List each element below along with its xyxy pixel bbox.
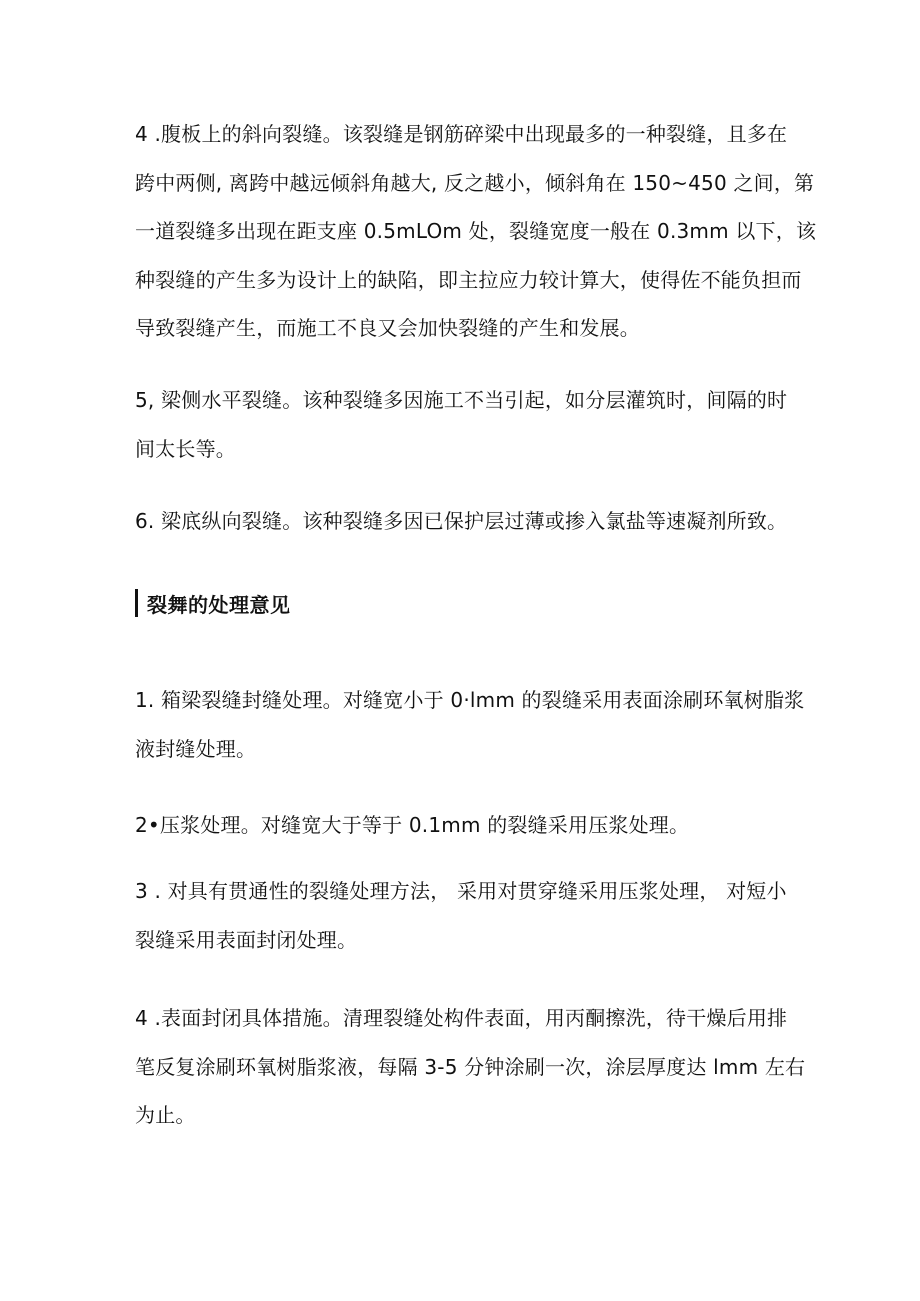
text-line: 跨中两侧, 离跨中越远倾斜角越大, 反之越小，倾斜角在 150~450 之间，第 xyxy=(135,170,815,195)
text-line: 笔反复涂刷环氧树脂浆液，每隔 3-5 分钟涂刷一次，涂层厚度达 lmm 左右 xyxy=(135,1054,806,1079)
text-line: 6. 梁底纵向裂缝。该种裂缝多因已保护层过薄或掺入氯盐等速凝剂所致。 xyxy=(135,509,788,533)
text-line: 导致裂缝产生，而施工不良又会加快裂缝的产生和发展。 xyxy=(135,316,640,340)
text-line: 4 .表面封闭具体措施。清理裂缝处构件表面，用丙酮擦洗，待干燥后用排 xyxy=(135,1006,788,1030)
text-line: 5, 梁侧水平裂缝。该种裂缝多因施工不当引起，如分层灌筑时，间隔的时 xyxy=(135,388,788,412)
text-line: 为止。 xyxy=(135,1103,196,1127)
paragraph-seal-treatment xyxy=(135,676,805,773)
heading-bar-decoration xyxy=(135,589,138,617)
text-line: 1. 箱梁裂缝封缝处理。对缝宽小于 0·lmm 的裂缝采用表面涂刷环氧树脂浆 xyxy=(135,688,805,712)
paragraph-grouting-treatment xyxy=(135,801,795,850)
text-line: 3 . 对具有贯通性的裂缝处理方法， 采用对贯穿缝采用压浆处理， 对短小 xyxy=(135,879,787,903)
text-line: 裂缝采用表面封闭处理。 xyxy=(135,927,358,952)
text-line: 2•压浆处理。对缝宽大于等于 0.1mm 的裂缝采用压浆处理。 xyxy=(135,813,690,837)
paragraph-web-diagonal-cracks xyxy=(135,110,817,353)
text-line: 种裂缝的产生多为设计上的缺陷，即主拉应力较计算大，使得佐不能负担而 xyxy=(135,267,802,292)
paragraph-bottom-longitudinal-cracks xyxy=(135,497,795,546)
text-line: 液封缝处理。 xyxy=(135,736,257,761)
paragraph-through-crack-treatment xyxy=(135,867,795,964)
paragraph-surface-seal-measures xyxy=(135,994,806,1140)
paragraph-side-horizontal-cracks xyxy=(135,376,795,473)
section-heading-text: 裂舞的处理意见 xyxy=(147,592,291,617)
section-heading xyxy=(135,582,291,624)
text-line: 4 .腹板上的斜向裂缝。该裂缝是钢筋碎梁中出现最多的一种裂缝，且多在 xyxy=(135,122,788,146)
text-line: 间太长等。 xyxy=(135,436,236,461)
text-line: 一道裂缝多出现在距支座 0.5mLOm 处，裂缝宽度一般在 0.3mm 以下，该 xyxy=(135,219,817,243)
